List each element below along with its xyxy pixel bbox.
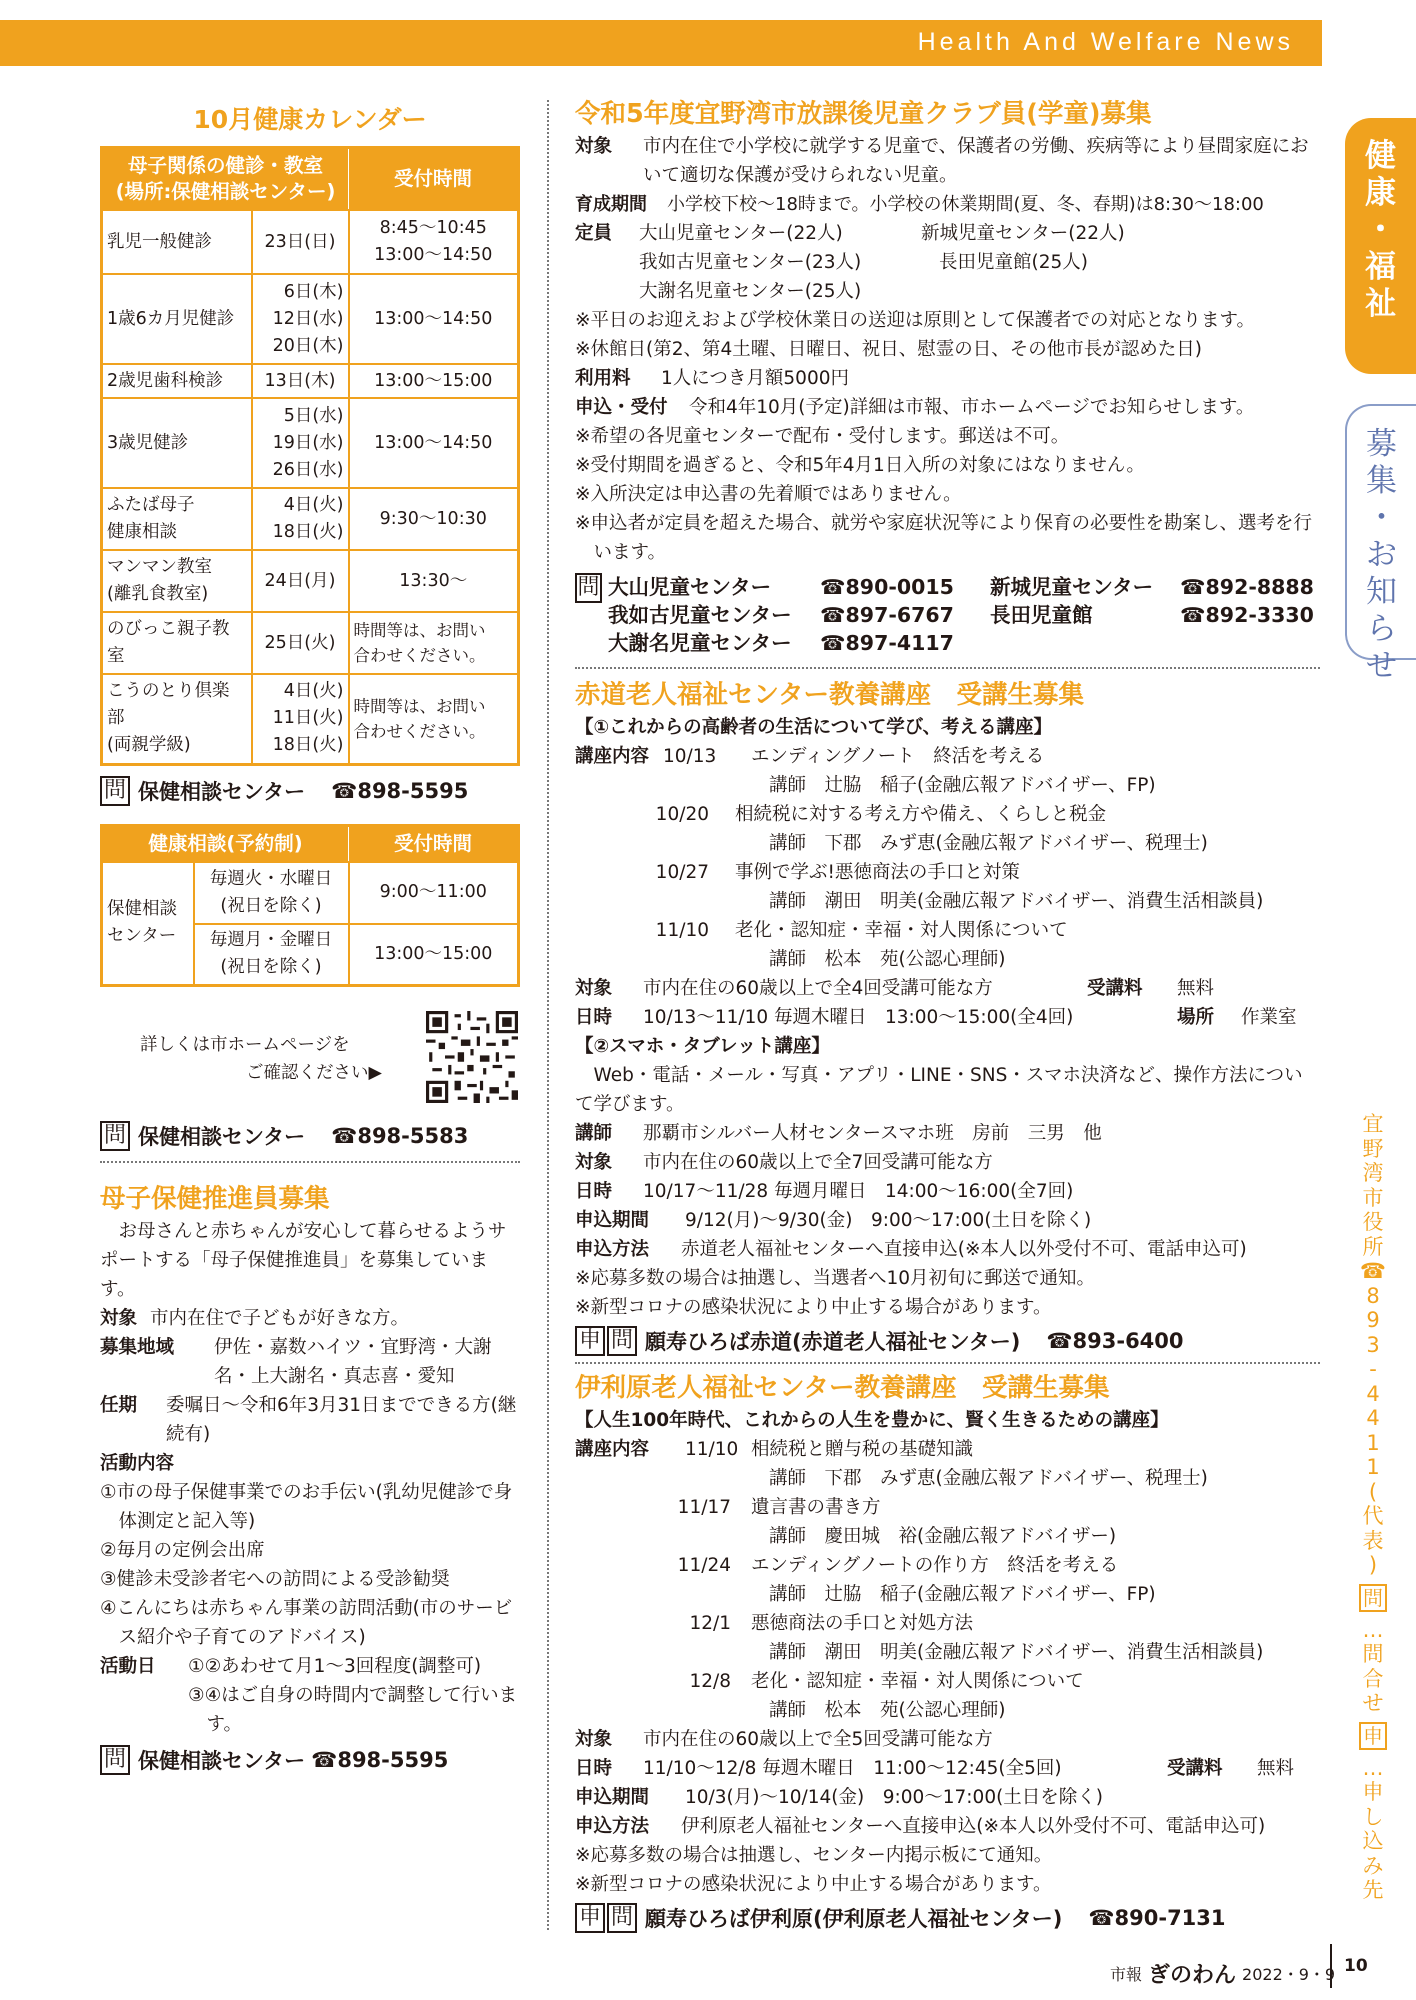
tab-recruitment-notice[interactable] bbox=[1345, 404, 1416, 684]
qr-section bbox=[100, 1011, 520, 1111]
left-column bbox=[100, 96, 520, 1785]
inquiry-icon: 問 bbox=[607, 1326, 637, 1356]
inquiry-icon: 問 bbox=[1359, 1584, 1387, 1612]
header-bar bbox=[0, 20, 1322, 66]
boshi-section: 母子保健推進員募集 お母さんと赤ちゃんが安心して暮らせるようサポートする「母子保健推進員」を募集しています。 対象 市内在住で子どもが好きな方。 募集地域 伊佐・嘉数ハイツ・宜野湾・大謝名・上大謝名・真志喜・愛知 任期 委嘱日～令和6年3月31日までできる方(継続有) 活動内容 ①市の母子保健事業でのお手伝い(乳幼児健診で身体測定と記入等) ②毎月の定例会出席 ③健診未受診者宅への訪問による受診勧奨 ④こんにちは赤ちゃん事業の訪問活動(市のサービス紹介や子育てのアドバイス) 活動日 ①②あわせて月1～3回程度(調整可) ③④はご自身の時間内で調整して行います。 問 保健相談センター ☎898-5595 bbox=[100, 1181, 520, 1775]
table-row: 毎週月・金曜日 (祝日を除く) 13:00～15:00 bbox=[102, 924, 519, 986]
section-title: 令和5年度宜野湾市放課後児童クラブ員(学童)募集 bbox=[575, 99, 1152, 129]
contact-health-center-3: 問 保健相談センター ☎898-5595 bbox=[100, 1745, 520, 1775]
table-row: 保健相談 センター 毎週火・水曜日 (祝日を除く) 9:00～11:00 bbox=[102, 862, 519, 924]
table-row: 乳児一般健診 23日(日) 8:45～10:45 13:00～14:50 bbox=[102, 210, 519, 274]
lecture-schedule-1: 講座内容 10/13 エンディングノート 終活を考える 講師 辻脇 稲子(金融広報アドバイザー、FP) 10/20 相続税に対する考え方や備え、くらしと税金 講師 下郡 みず恵(金融広報アドバイザー、税理士) 10/27 事例で学ぶ!悪徳商法の手口と対策 講師 潮田 明美(金融広報アドバイザー、消費生活相談員) 11/10 老化・認知症・幸福・対人関係について 講師 松本 苑(公認心理師) bbox=[575, 746, 1264, 970]
tab-health-welfare[interactable] bbox=[1345, 118, 1416, 374]
table-row: こうのとり倶楽部 (両親学級) 4日(火) 11日(火) 18日(火) 時間等は、お問い 合わせください。 bbox=[102, 674, 519, 764]
page-number: 10 bbox=[1330, 1944, 1368, 1988]
tab-health-welfare-label: 健 康 ・ 福 祉 bbox=[1365, 138, 1396, 322]
qr-caption-2: ご確認ください▶ bbox=[246, 1063, 382, 1083]
inquiry-icon: 問 bbox=[100, 776, 130, 806]
lecture-schedule-2: 講座内容 11/10 相続税と贈与税の基礎知識 講師 下郡 みず恵(金融広報アドバイザー、税理士) 11/17 遺言書の書き方 講師 慶田城 裕(金融広報アドバイザー) 11/24 エンディングノートの作り方 終活を考える 講師 辻脇 稲子(金融広報アドバイザー、FP) 12/1 悪徳商法の手口と対処方法 講師 潮田 明美(金融広報アドバイザー、消費生活相談員) 12/8 老化・認知症・幸福・対人関係について 講師 松本 苑(公認心理師) bbox=[575, 1439, 1264, 1721]
footer: 市報 ぎのわん 2022・9・9 bbox=[1110, 1958, 1335, 1989]
table-row: 3歳児健診 5日(水) 19日(水) 26日(水) 13:00～14:50 bbox=[102, 398, 519, 488]
divider bbox=[575, 1362, 1320, 1364]
contact-health-center-2: 問 保健相談センター ☎898-5583 bbox=[100, 1121, 520, 1151]
health-calendar-table: 母子関係の健診・教室 (場所:保健相談センター) 受付時間 乳児一般健診 23日(日) 8:45～10:45 13:00～14:50 1歳6カ月児健診 6日(木) 12日(水) 20日(木) 13:00～14:50 2歳児歯科検診 13日(木) 13:00～15:00 3歳児健診 5日(水) 19日(水) 26日(水) 13:00～14:50 ふたば母子 健康相談 4日(火) 18日(火) 9:30～10:30 マンマン教室 (離乳食教室) 24日(月) 13:30～ のびっこ親子教室 25日(火) 時間等は、お問い 合わせください。 こうのとり倶楽部 (両親学級) 4日(火) 11日(火) 18日(火) 時間等は、お問い 合わせください。 bbox=[100, 146, 520, 766]
table-row: ふたば母子 健康相談 4日(火) 18日(火) 9:30～10:30 bbox=[102, 488, 519, 550]
inquiry-icon: 問 bbox=[100, 1121, 130, 1151]
application-icon: 申 bbox=[575, 1903, 605, 1933]
side-strip-city-hall: 宜 野 湾 市 役 所 ☎ 8 9 3 - 4 4 1 1 ( 代 表 ) 問 … 問 合 せ 申 … 申 し 込 み 先 bbox=[1359, 1112, 1387, 1902]
inquiry-icon: 問 bbox=[607, 1903, 637, 1933]
divider bbox=[100, 1161, 520, 1163]
tab-recruitment-notice-label: 募 集 ・ お 知 ら せ bbox=[1366, 426, 1397, 684]
column-divider bbox=[547, 100, 549, 1930]
inquiry-icon: 問 bbox=[100, 1745, 130, 1775]
ginowan-logo: ぎのわん bbox=[1148, 1962, 1237, 1988]
divider bbox=[575, 667, 1320, 669]
contact-children-centers: 問 大山児童センター ☎890-0015 新城児童センター ☎892-8888 我如古児童センター ☎897-6767 長田児童館 ☎892-3330 大謝名児童センター ☎897-4117 bbox=[575, 573, 1320, 657]
header-title: Health And Welfare News bbox=[917, 28, 1294, 56]
calendar-title: 10月健康カレンダー bbox=[193, 105, 427, 134]
contact-health-center-1: 問 保健相談センター ☎898-5595 bbox=[100, 776, 520, 806]
application-icon: 申 bbox=[1359, 1722, 1387, 1750]
section-title: 赤道老人福祉センター教養講座 受講生募集 bbox=[575, 680, 1084, 710]
qr-caption-1: 詳しくは市ホームページを bbox=[140, 1035, 350, 1055]
right-column: 令和5年度宜野湾市放課後児童クラブ員(学童)募集 対象 市内在住で小学校に就学する児童で、保護者の労働、疾病等により昼間家庭において適切な保護が受けられない児童。 育成期間 小学校下校～18時まで。小学校の休業期間(夏、冬、春期)は8:30～18:00 定員 大山児童センター(22人) 新城児童センター(22人) 我如古児童センター(23人) 長田児童館(25人) 大謝名児童センター(25人) ※平日のお迎えおよび学校休業日の送迎は原則として保護者での対応となります。 ※休館日(第2、第4土曜、日曜日、祝日、慰霊の日、その他市長が認めた日) 利用料 1人につき月額5000円 申込・受付 令和4年10月(予定)詳細は市報、市ホームページでお知らせします。 ※希望の各児童センターで配布・受付します。郵送は不可。 ※受付期間を過ぎると、令和5年4月1日入所の対象にはなりません。 ※入所決定は申込書の先着順ではありません。 ※申込者が定員を超えた場合、就労や家庭状況等により保育の必要性を勘案し、選考を行います。 問 大山児童センター ☎890-0015 新城児童センター ☎892-8888 我如古児童センター ☎897-6767 長田児童館 ☎892-3330 大謝名児童センター ☎897-4117 赤道老人福祉センター教養講座 受講生募集 【①これからの高齢者の生活について学び、考える講座】 講座内容 10/13 エンディングノート 終活を考える 講師 辻脇 稲子(金融広報アドバイザー、FP) 10/20 相続税に対する考え方や備え、くらしと税金 講師 下郡 みず恵(金融広報アドバイザー、税理士) 10/27 事例で学ぶ!悪徳商法の手口と対策 講師 潮田 明美(金融広報アドバイザー、消費生活相談員) 11/10 老化・認知症・幸福・対人関係について 講師 松本 苑(公認心理師) 対象 市内在住の60歳以上で全4回受講可能な方 受講料 無料 日時 10/13～11/10 毎週木曜日 13:00～15:00(全4回) 場所 作業室 【②スマホ・タブレット講座】 Web・電話・メール・写真・アプリ・LINE・SNS・スマホ決済など、操作方法について学びます。 講師 那覇市シルバー人材センタースマホ班 房前 三男 他 対象 市内在住の60歳以上で全7回受講可能な方 日時 10/17～11/28 毎週月曜日 14:00～16:00(全7回) 申込期間 9/12(月)～9/30(金) 9:00～17:00(土日を除く) 申込方法 赤道老人福祉センターへ直接申込(※本人以外受付不可、電話申込可) ※応募多数の場合は抽選し、当選者へ10月初旬に郵送で通知。 ※新型コロナの感染状況により中止する場合があります。 申 問 願寿ひろば赤道(赤道老人福祉センター) ☎893-6400 伊利原老人福祉センター教養講座 受講生募集 【人生100年時代、これからの人生を豊かに、賢く生きるための講座】 講座内容 11/10 相続税と贈与税の基礎知識 講師 下郡 みず恵(金融広報アドバイザー、税理士) 11/17 遺言書の書き方 講師 慶田城 裕(金融広報アドバイザー) 11/24 エンディングノートの作り方 終活を考える 講師 辻脇 稲子(金融広報アドバイザー、FP) 12/1 悪徳商法の手口と対処方法 講師 潮田 明美(金融広報アドバイザー、消費生活相談員) 12/8 老化・認知症・幸福・対人関係について 講師 松本 苑(公認心理師) 対象 市内在住の60歳以上で全5回受講可能な方 日時 11/10～12/8 毎週木曜日 11:00～12:45(全5回) 受講料 無料 申込期間 10/3(月)～10/14(金) 9:00～17:00(土日を除く) 申込方法 伊利原老人福祉センターへ直接申込(※本人以外受付不可、電話申込可) ※応募多数の場合は抽選し、センター内掲示板にて通知。 ※新型コロナの感染状況により中止する場合があります。 申 問 願寿ひろば伊利原(伊利原老人福祉センター) ☎890-7131 bbox=[575, 96, 1320, 1937]
application-icon: 申 bbox=[575, 1326, 605, 1356]
table-row: のびっこ親子教室 25日(火) 時間等は、お問い 合わせください。 bbox=[102, 612, 519, 674]
contact-akamichi-center: 申 問 願寿ひろば赤道(赤道老人福祉センター) ☎893-6400 bbox=[575, 1326, 1320, 1356]
table-row: 1歳6カ月児健診 6日(木) 12日(水) 20日(木) 13:00～14:50 bbox=[102, 274, 519, 364]
table-row: 2歳児歯科検診 13日(木) 13:00～15:00 bbox=[102, 364, 519, 398]
inquiry-icon: 問 bbox=[575, 573, 602, 603]
table-row: マンマン教室 (離乳食教室) 24日(月) 13:30～ bbox=[102, 550, 519, 612]
section-title: 母子保健推進員募集 bbox=[100, 1184, 330, 1214]
section-title: 伊利原老人福祉センター教養講座 受講生募集 bbox=[575, 1373, 1110, 1403]
health-consult-table: 健康相談(予約制) 受付時間 保健相談 センター 毎週火・水曜日 (祝日を除く) 9:00～11:00 毎週月・金曜日 (祝日を除く) 13:00～15:00 bbox=[100, 824, 520, 988]
contact-irihara-center: 申 問 願寿ひろば伊利原(伊利原老人福祉センター) ☎890-7131 bbox=[575, 1903, 1320, 1933]
qr-code-icon[interactable] bbox=[426, 1011, 518, 1103]
